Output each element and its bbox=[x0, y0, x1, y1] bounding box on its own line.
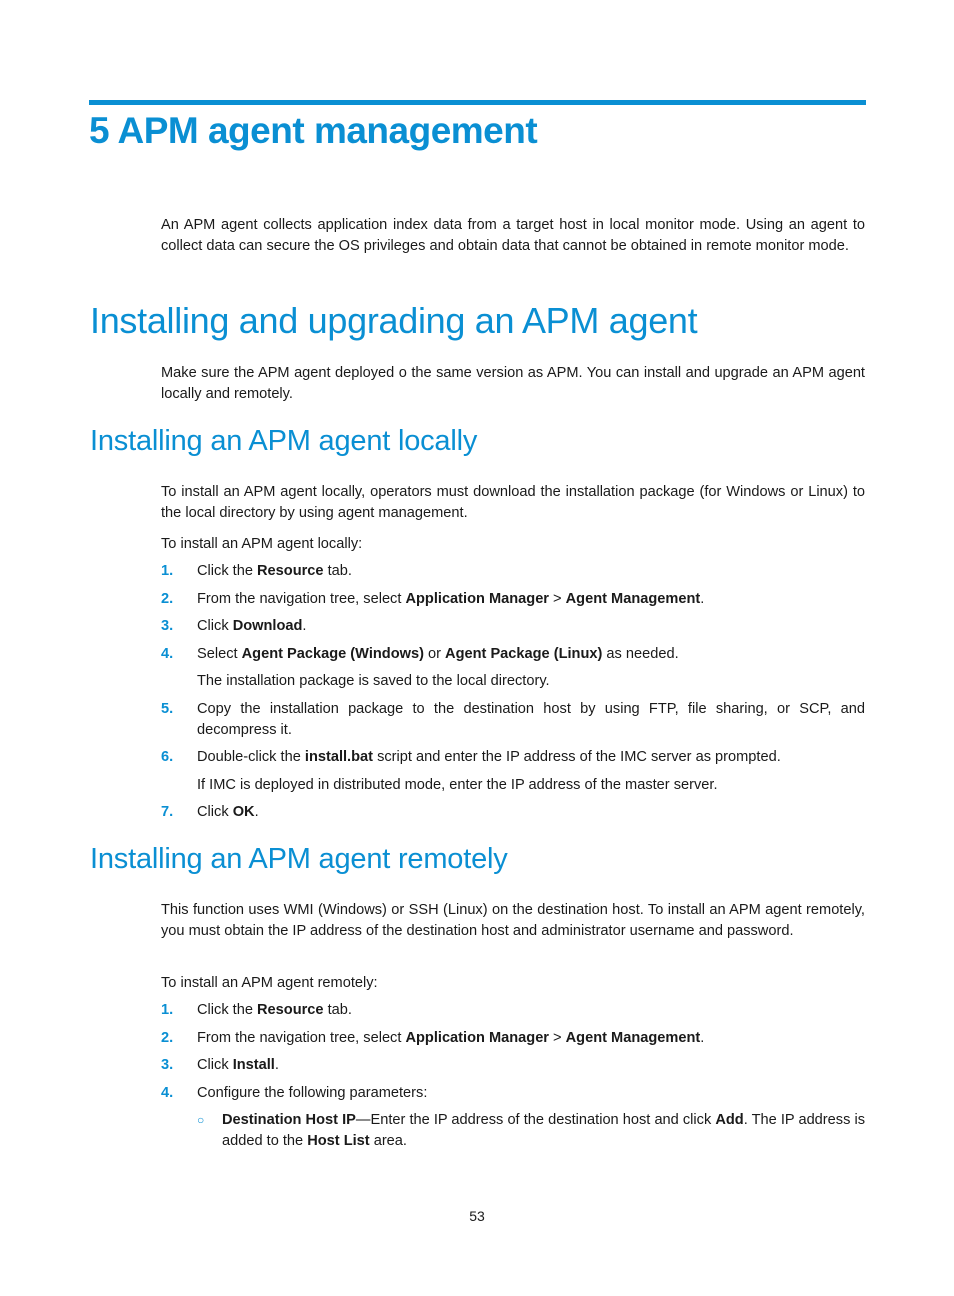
remote-step-1: 1. Click the Resource tab. bbox=[161, 1000, 865, 1021]
circle-bullet-icon: ○ bbox=[197, 1113, 205, 1127]
subsection-title-local: Installing an APM agent locally bbox=[90, 425, 478, 457]
local-lead: To install an APM agent locally: bbox=[161, 536, 363, 552]
step-number: 5. bbox=[161, 701, 174, 717]
step-number: 2. bbox=[161, 1030, 174, 1046]
local-step-6: 6. Double-click the install.bat script and enter the IP address of the IMC server as prompted. bbox=[161, 747, 865, 768]
step-number: 1. bbox=[161, 1002, 174, 1018]
page-number: 53 bbox=[469, 1208, 485, 1224]
section-title-install-upgrade: Installing and upgrading an APM agent bbox=[90, 300, 698, 341]
local-step-1: 1. Click the Resource tab. bbox=[161, 561, 865, 582]
subsection-title-remote: Installing an APM agent remotely bbox=[90, 843, 508, 875]
remote-lead: To install an APM agent remotely: bbox=[161, 975, 378, 991]
local-step-5: 5. Copy the installation package to the destination host by using FTP, file sharing, or SCP, and decompress it. bbox=[161, 701, 865, 738]
remote-sub-item-destination-host-ip: ○ Destination Host IP—Enter the IP address of the destination host and click Add. The IP address is added to the Host List area. bbox=[197, 1112, 866, 1149]
step-number: 4. bbox=[161, 646, 174, 662]
remote-step-4: 4. Configure the following parameters: bbox=[161, 1083, 865, 1104]
step-number: 7. bbox=[161, 804, 174, 820]
remote-intro: This function uses WMI (Windows) or SSH (Linux) on the destination host. To install an APM agent remotely, you must obtain the IP address of the destination host and administrator username and password. bbox=[161, 902, 865, 939]
step-number: 3. bbox=[161, 1057, 174, 1073]
local-step-4-note: The installation package is saved to the local directory. bbox=[197, 673, 550, 689]
chapter-title: 5 APM agent management bbox=[89, 110, 538, 151]
local-step-2: 2. From the navigation tree, select Application Manager > Agent Management. bbox=[161, 589, 865, 610]
local-step-7: 7. Click OK. bbox=[161, 802, 865, 823]
local-step-6-note: If IMC is deployed in distributed mode, enter the IP address of the master server. bbox=[197, 777, 718, 793]
local-step-4: 4. Select Agent Package (Windows) or Agent Package (Linux) as needed. bbox=[161, 644, 865, 665]
section-intro: Make sure the APM agent deployed o the same version as APM. You can install and upgrade an APM agent locally and remotely. bbox=[161, 365, 865, 402]
step-number: 4. bbox=[161, 1085, 174, 1101]
step-number: 6. bbox=[161, 749, 174, 765]
chapter-intro: An APM agent collects application index data from a target host in local monitor mode. Using an agent to collect data can secure the OS privileges and obtain data that cannot be obtained in remote monitor mode. bbox=[161, 217, 865, 254]
remote-step-3: 3. Click Install. bbox=[161, 1055, 865, 1076]
step-number: 3. bbox=[161, 618, 174, 634]
local-step-3: 3. Click Download. bbox=[161, 616, 865, 637]
step-number: 1. bbox=[161, 563, 174, 579]
local-intro: To install an APM agent locally, operators must download the installation package (for Windows or Linux) to the local directory by using agent management. bbox=[161, 484, 865, 521]
step-number: 2. bbox=[161, 591, 174, 607]
remote-step-2: 2. From the navigation tree, select Application Manager > Agent Management. bbox=[161, 1028, 865, 1049]
chapter-rule bbox=[89, 100, 866, 105]
